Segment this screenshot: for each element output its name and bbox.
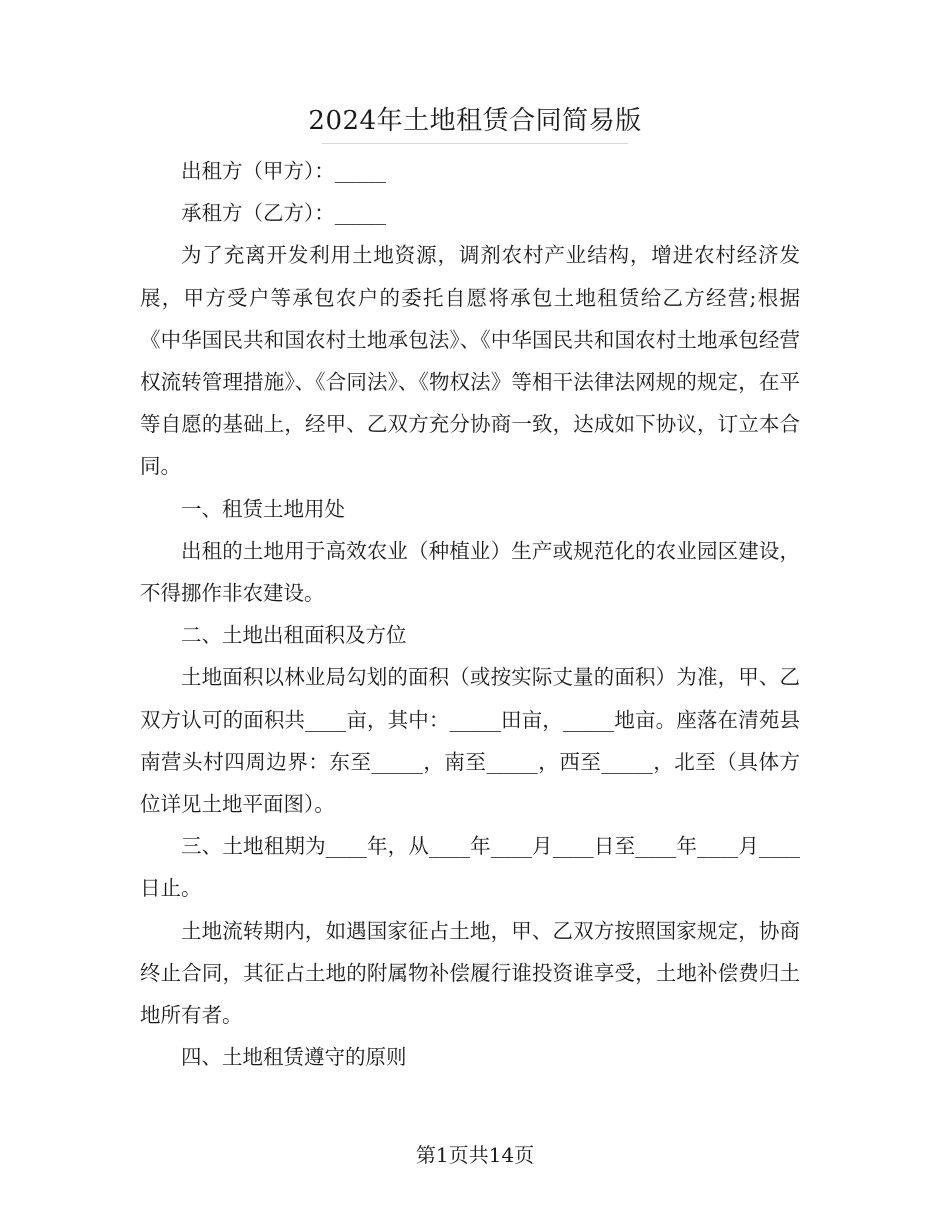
document-body [140,150,800,1078]
preamble-paragraph: 为了充离开发利用土地资源，调剂农村产业结构，增进农村经济发展，甲方受户等承包农户的委托自愿将承包土地租赁给乙方经营;根据《中华国民共和国农村土地承包法》、《中华国民共和国农村土地承包经营权流转管理措施》、《合同法》、《物权法》等相干法律法网规的规定，在平等自愿的基础上，经甲、乙双方充分协商一致，达成如下协议，订立本合同。 [140,243,800,479]
lessee-line: 承租方（乙方）：_____ [181,201,386,226]
land-use-paragraph: 出租的土地用于高效农业（种植业）生产或规范化的农业园区建设，不得挪作非农建设。 [140,538,800,606]
land-area-paragraph: 土地面积以林业局勾划的面积（或按实际丈量的面积）为准，甲、乙双方认可的面积共____亩，其中：_____田亩，_____地亩。座落在清苑县南营头村四周边界：东至_____，南至_____，西至_____，北至（具体方位详见土地平面图）。 [140,665,800,817]
title-underline [322,143,628,144]
lease-term-paragraph: 三、土地租期为____年，从____年____月____日至____年____月____日止。 [140,834,800,901]
section-heading-2: 二、土地出租面积及方位 [181,623,407,648]
page-number: 第1页共14页 [415,1143,535,1167]
section-heading-4: 四、土地租赁遵守的原则 [181,1045,407,1070]
expropriation-paragraph: 土地流转期内，如遇国家征占土地，甲、乙双方按照国家规定，协商终止合同，其征占土地的附属物补偿履行谁投资谁享受，土地补偿费归土地所有者。 [140,918,800,1028]
section-heading-1: 一、租赁土地用处 [181,496,345,521]
lessor-line: 出租方（甲方）：_____ [181,159,386,183]
document-title: 2024年土地租赁合同简易版 [308,106,642,136]
